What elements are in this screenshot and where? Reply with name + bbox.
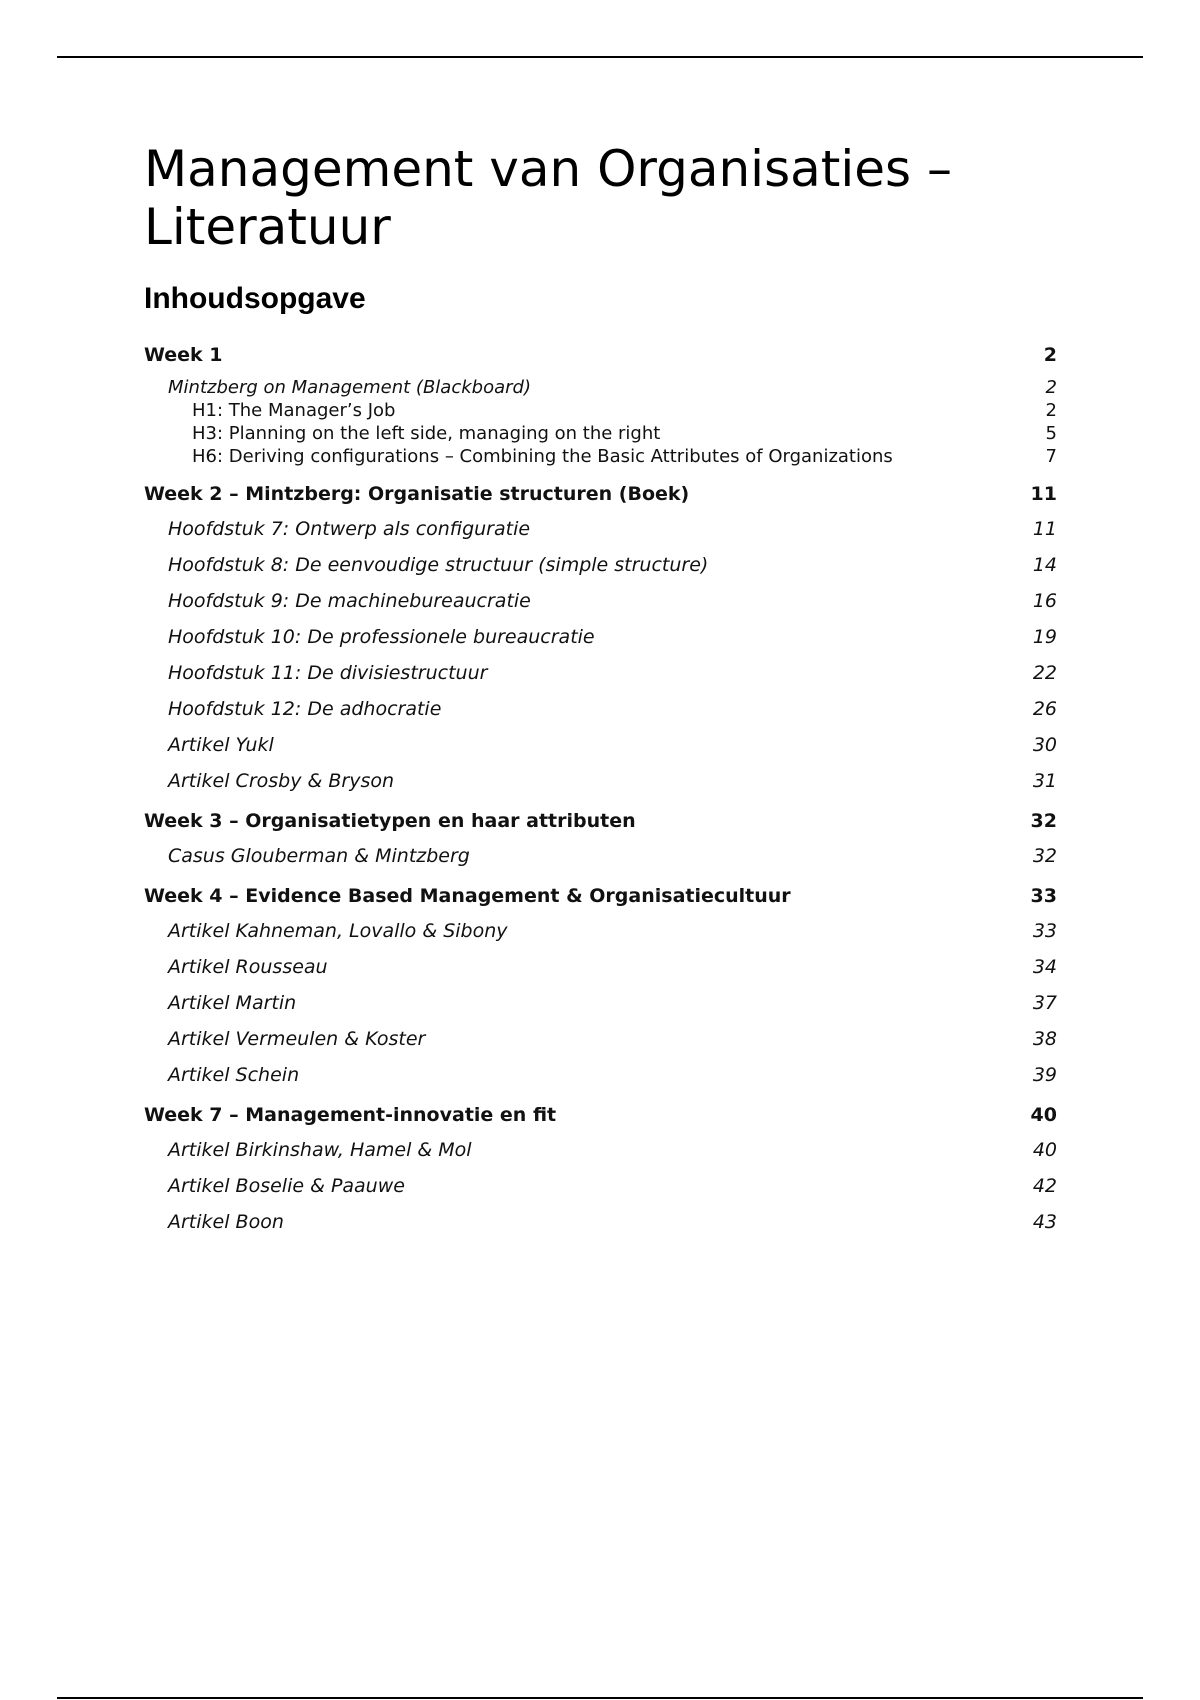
toc-entry-page: 37 (1032, 992, 1057, 1014)
toc-entry-label: Week 3 – Organisatietypen en haar attributen (144, 810, 636, 832)
toc-entry-page: 40 (1030, 1104, 1057, 1126)
toc-entry-label: Artikel Vermeulen & Koster (168, 1028, 426, 1050)
toc-entry[interactable] (144, 552, 1057, 579)
toc-entry[interactable] (144, 399, 1057, 422)
toc-entry-page: 30 (1032, 734, 1057, 756)
footer-rule (57, 1697, 1143, 1699)
table-of-contents (144, 342, 1057, 1236)
toc-entry-label: Casus Glouberman & Mintzberg (168, 845, 470, 867)
toc-entry-label: Artikel Boon (168, 1211, 284, 1233)
toc-section-week-3 (144, 808, 1057, 870)
toc-entry-label: H6: Deriving configurations – Combining the Basic Attributes of Organizations (192, 446, 893, 467)
toc-section-week-4 (144, 883, 1057, 1089)
toc-entry[interactable] (144, 516, 1057, 543)
toc-entry[interactable] (144, 954, 1057, 981)
toc-entry-page: 11 (1032, 518, 1057, 540)
toc-entry[interactable] (144, 445, 1057, 468)
toc-heading: Inhoudsopgave (144, 282, 366, 315)
toc-entry-page: 11 (1030, 483, 1057, 505)
toc-entry-label: Week 7 – Management-innovatie en fit (144, 1104, 557, 1126)
toc-entry[interactable] (144, 342, 1057, 369)
toc-entry-label: Hoofdstuk 8: De eenvoudige structuur (simple structure) (168, 554, 709, 576)
toc-entry[interactable] (144, 808, 1057, 835)
toc-entry[interactable] (144, 1026, 1057, 1053)
toc-entry[interactable] (144, 1173, 1057, 1200)
toc-entry-label: Artikel Schein (168, 1064, 300, 1086)
toc-entry-page: 26 (1032, 698, 1057, 720)
toc-entry-label: Hoofdstuk 10: De professionele bureaucratie (168, 626, 595, 648)
toc-entry[interactable] (144, 1137, 1057, 1164)
toc-section-week-1 (144, 342, 1057, 468)
toc-entry-page: 2 (1045, 377, 1057, 398)
toc-entry[interactable] (144, 768, 1057, 795)
document-page (144, 140, 1057, 1249)
toc-entry[interactable] (144, 1209, 1057, 1236)
toc-entry-page: 32 (1032, 845, 1057, 867)
toc-entry[interactable] (144, 843, 1057, 870)
toc-entry-label: Artikel Martin (168, 992, 297, 1014)
document-title: Management van Organisaties – Literatuur (144, 140, 952, 256)
toc-entry-page: 14 (1032, 554, 1057, 576)
toc-entry-page: 19 (1032, 626, 1057, 648)
toc-entry-page: 33 (1032, 920, 1057, 942)
toc-entry-label: Artikel Birkinshaw, Hamel & Mol (168, 1139, 472, 1161)
toc-entry-label: H1: The Manager’s Job (192, 400, 396, 421)
toc-entry-label: Hoofdstuk 12: De adhocratie (168, 698, 442, 720)
toc-entry[interactable] (144, 918, 1057, 945)
toc-entry-page: 7 (1045, 446, 1057, 467)
toc-entry-page: 32 (1030, 810, 1057, 832)
toc-entry-label: Artikel Crosby & Bryson (168, 770, 395, 792)
toc-entry[interactable] (144, 481, 1057, 508)
toc-entry[interactable] (144, 1102, 1057, 1129)
toc-entry-label: Mintzberg on Management (Blackboard) (168, 377, 531, 398)
header-rule (57, 56, 1143, 58)
toc-entry[interactable] (144, 1062, 1057, 1089)
toc-entry-page: 43 (1032, 1211, 1057, 1233)
toc-entry-label: Artikel Rousseau (168, 956, 328, 978)
toc-entry-page: 16 (1032, 590, 1057, 612)
toc-entry[interactable] (144, 990, 1057, 1017)
toc-entry-label: Hoofdstuk 7: Ontwerp als configuratie (168, 518, 531, 540)
toc-entry-page: 2 (1043, 344, 1057, 366)
toc-entry[interactable] (144, 696, 1057, 723)
toc-entry-page: 40 (1032, 1139, 1057, 1161)
toc-entry-label: Week 4 – Evidence Based Management & Organisatiecultuur (144, 885, 791, 907)
toc-entry-page: 42 (1032, 1175, 1057, 1197)
toc-entry-page: 34 (1032, 956, 1057, 978)
toc-entry-page: 31 (1032, 770, 1057, 792)
toc-entry-label: Artikel Kahneman, Lovallo & Sibony (168, 920, 508, 942)
toc-entry-label: Hoofdstuk 11: De divisiestructuur (168, 662, 488, 684)
toc-entry-page: 38 (1032, 1028, 1057, 1050)
toc-entry-label: Hoofdstuk 9: De machinebureaucratie (168, 590, 531, 612)
toc-entry-page: 5 (1045, 423, 1057, 444)
toc-section-week-2 (144, 481, 1057, 795)
toc-entry-label: Week 2 – Mintzberg: Organisatie structuren (Boek) (144, 483, 690, 505)
toc-entry-page: 22 (1032, 662, 1057, 684)
toc-entry-label: Artikel Boselie & Paauwe (168, 1175, 405, 1197)
toc-entry-page: 33 (1030, 885, 1057, 907)
toc-entry-page: 39 (1032, 1064, 1057, 1086)
toc-entry[interactable] (144, 883, 1057, 910)
toc-entry[interactable] (144, 660, 1057, 687)
toc-entry[interactable] (144, 588, 1057, 615)
toc-entry[interactable] (144, 732, 1057, 759)
toc-entry[interactable] (144, 422, 1057, 445)
toc-entry-page: 2 (1045, 400, 1057, 421)
toc-entry[interactable] (144, 624, 1057, 651)
toc-section-week-7 (144, 1102, 1057, 1236)
toc-entry-label: Artikel Yukl (168, 734, 274, 756)
toc-entry-label: Week 1 (144, 344, 223, 366)
toc-entry-label: H3: Planning on the left side, managing on the right (192, 423, 661, 444)
toc-entry[interactable] (144, 376, 1057, 399)
